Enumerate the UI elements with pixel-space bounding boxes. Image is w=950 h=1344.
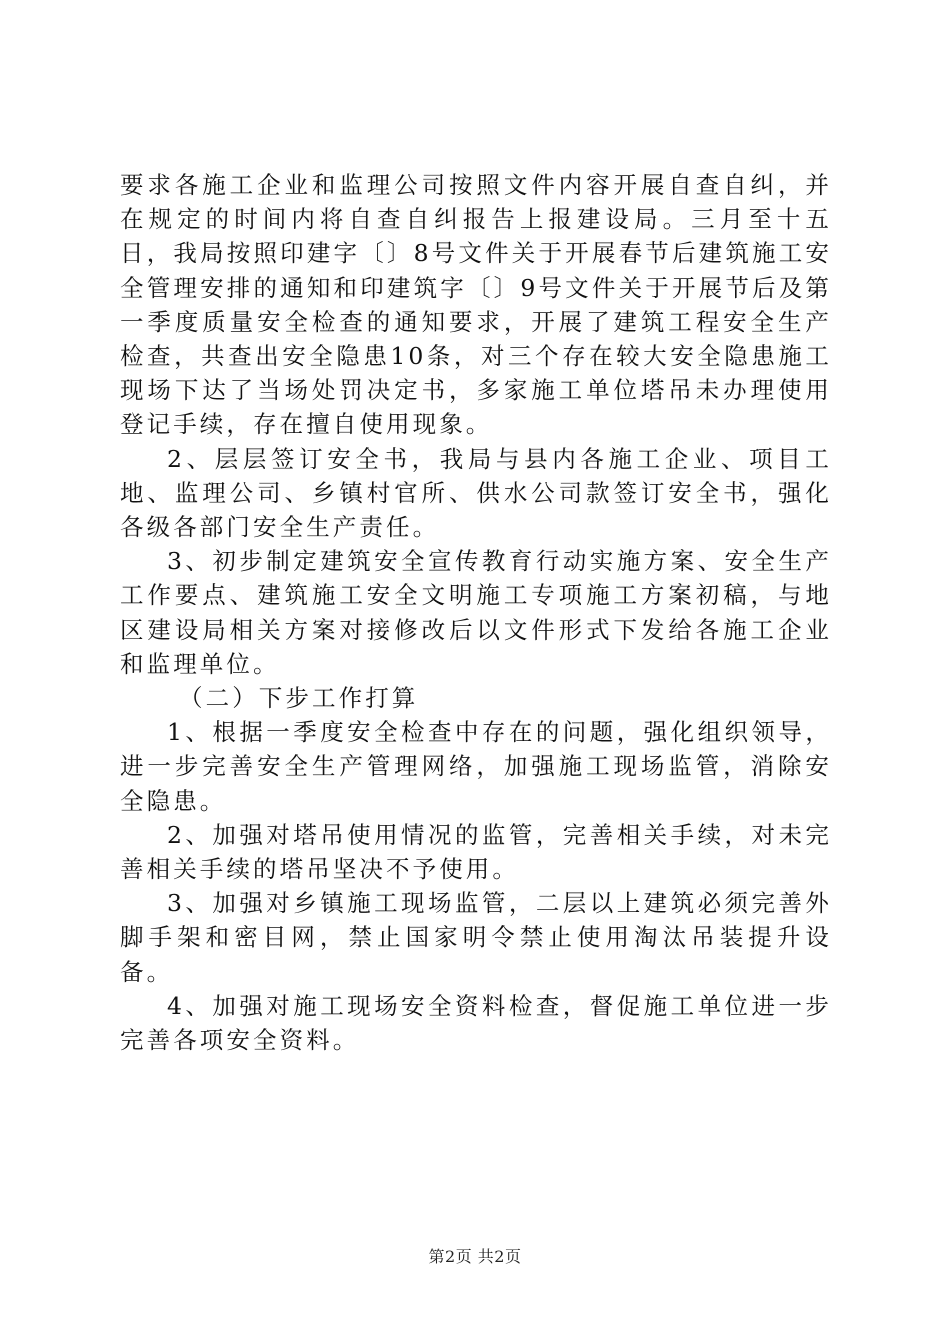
plan-item-2: 2、加强对塔吊使用情况的监管，完善相关手续，对未完善相关手续的塔吊坚决不予使用。 — [120, 820, 832, 884]
paragraph-item-2: 2、层层签订安全书，我局与县内各施工企业、项目工地、监理公司、乡镇村官所、供水公司款签订安全书，强化各级各部门安全生产责任。 — [120, 444, 832, 542]
section-heading: （二）下步工作打算 — [179, 684, 419, 713]
paragraph-continuation: 要求各施工企业和监理公司按照文件内容开展自查自纠，并在规定的时间内将自查自纠报告上报建设局。三月至十五日，我局按照印建字〔〕8号文件关于开展春节后建筑施工安全管理安排的通知和印建筑字〔〕9号文件关于开展节后及第一季度质量安全检查的通知要求，开展了建筑工程安全生产检查，共查出安全隐患10条，对三个存在较大安全隐患施工现场下达了当场处罚决定书，多家施工单位塔吊未办理使用登记手续，存在擅自使用现象。 — [120, 171, 832, 439]
plan-item-4: 4、加强对施工现场安全资料检查，督促施工单位进一步完善各项安全资料。 — [120, 991, 832, 1055]
page-number-footer: 第2页 共2页 — [428, 1247, 522, 1266]
plan-item-1: 1、根据一季度安全检查中存在的问题，强化组织领导，进一步完善安全生产管理网络，加强施工现场监管，消除安全隐患。 — [120, 718, 832, 815]
paragraph-item-3: 3、初步制定建筑安全宣传教育行动实施方案、安全生产工作要点、建筑施工安全文明施工专项施工方案初稿，与地区建设局相关方案对接修改后以文件形式下发给各施工企业和监理单位。 — [120, 547, 832, 678]
document-body — [120, 168, 832, 1057]
plan-item-3: 3、加强对乡镇施工现场监管，二层以上建筑必须完善外脚手架和密目网，禁止国家明令禁止使用淘汰吊装提升设备。 — [120, 889, 832, 986]
